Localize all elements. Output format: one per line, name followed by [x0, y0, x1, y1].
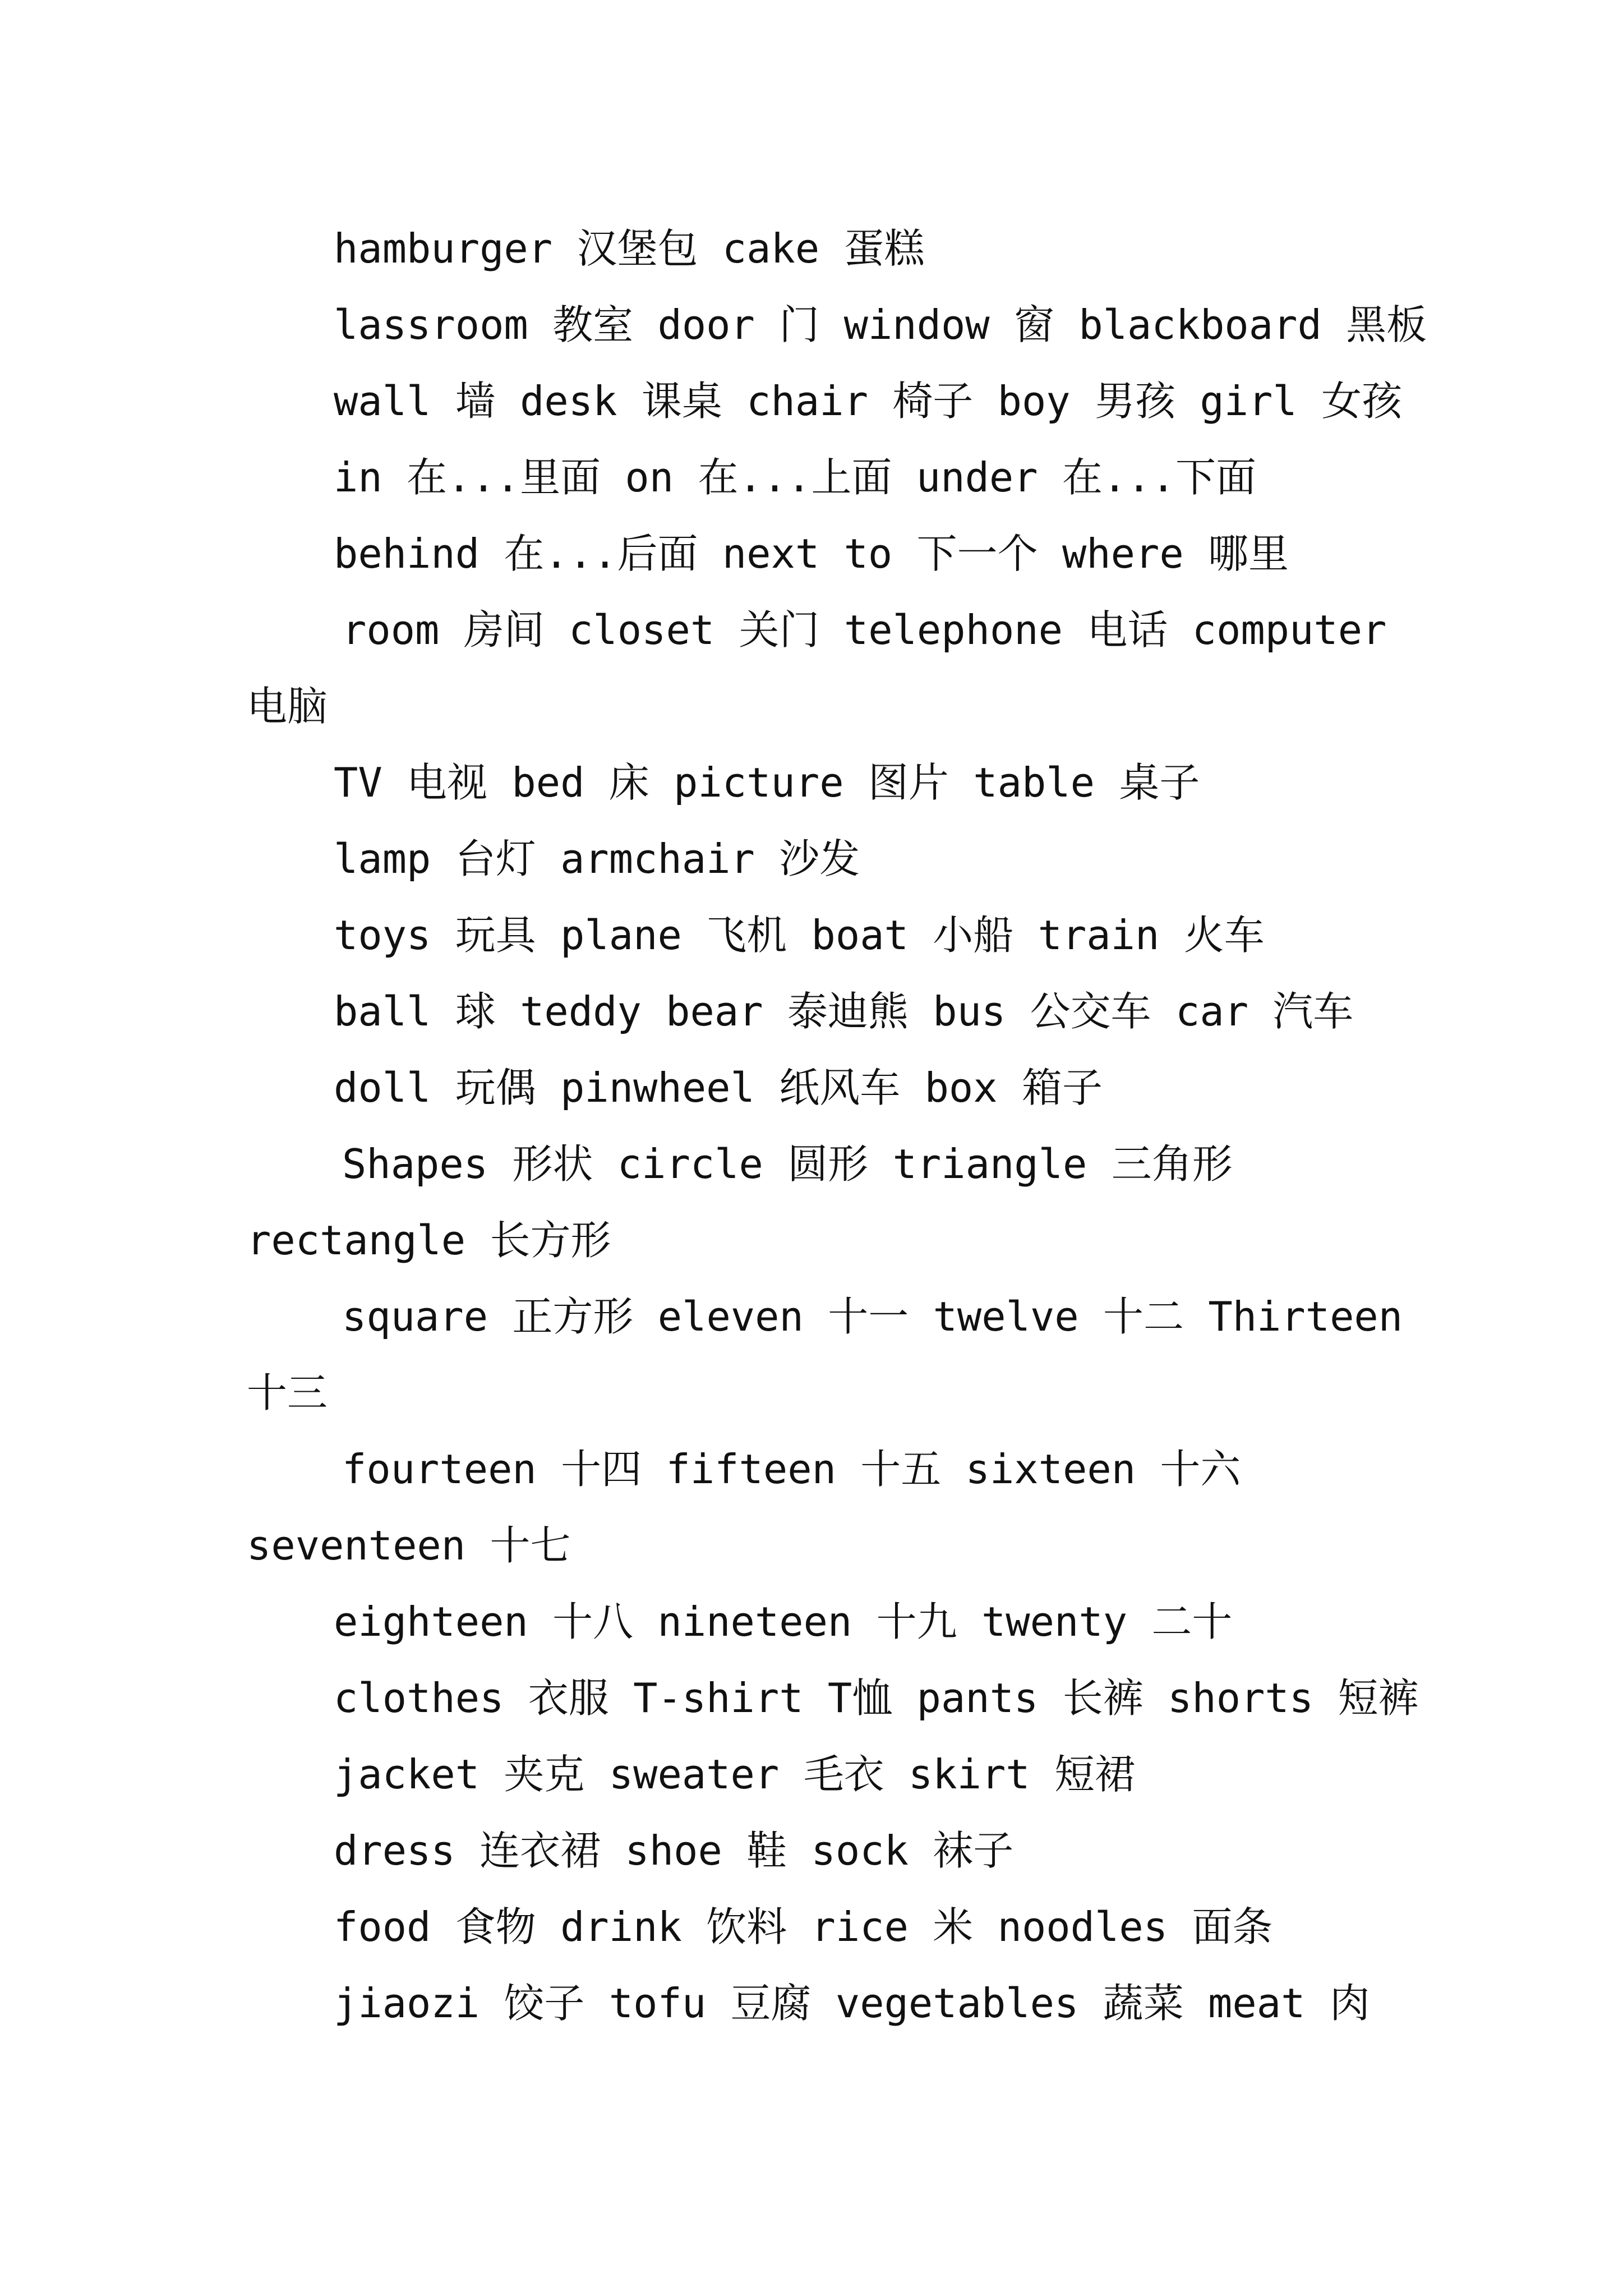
text-line: lassroom 教室 door 门 window 窗 blackboard 黑板	[334, 301, 1427, 348]
text-line: hamburger 汉堡包 cake 蛋糕	[334, 225, 925, 272]
text-line: 十三	[247, 1369, 328, 1416]
text-line: jiaozi 饺子 tofu 豆腐 vegetables 蔬菜 meat 肉	[334, 1980, 1370, 2027]
text-line: seventeen 十七	[247, 1522, 571, 1569]
text-line: food 食物 drink 饮料 rice 米 noodles 面条	[334, 1903, 1273, 1950]
text-line: TV 电视 bed 床 picture 图片 table 桌子	[334, 759, 1200, 806]
text-line: square 正方形 eleven 十一 twelve 十二 Thirteen	[342, 1293, 1403, 1340]
text-line: toys 玩具 plane 飞机 boat 小船 train 火车	[334, 912, 1265, 959]
text-line: lamp 台灯 armchair 沙发	[334, 835, 860, 882]
text-line: behind 在...后面 next to 下一个 where 哪里	[334, 530, 1289, 577]
text-line: 电脑	[247, 683, 328, 730]
text-line: doll 玩偶 pinwheel 纸风车 box 箱子	[334, 1064, 1103, 1111]
text-line: Shapes 形状 circle 圆形 triangle 三角形	[342, 1140, 1233, 1188]
text-line: ball 球 teddy bear 泰迪熊 bus 公交车 car 汽车	[334, 988, 1354, 1035]
text-line: room 房间 closet 关门 telephone 电话 computer	[342, 606, 1387, 654]
text-line: dress 连衣裙 shoe 鞋 sock 袜子	[334, 1827, 1014, 1874]
text-line: jacket 夹克 sweater 毛衣 skirt 短裙	[334, 1751, 1135, 1798]
text-line: in 在...里面 on 在...上面 under 在...下面	[334, 454, 1256, 501]
document-body	[247, 210, 1427, 2041]
text-line: eighteen 十八 nineteen 十九 twenty 二十	[334, 1598, 1233, 1645]
text-line: clothes 衣服 T-shirt T恤 pants 长裤 shorts 短裤	[334, 1674, 1419, 1722]
text-line: rectangle 长方形	[247, 1217, 611, 1264]
text-line: fourteen 十四 fifteen 十五 sixteen 十六	[342, 1446, 1241, 1493]
text-line: wall 墙 desk 课桌 chair 椅子 boy 男孩 girl 女孩	[334, 378, 1403, 425]
